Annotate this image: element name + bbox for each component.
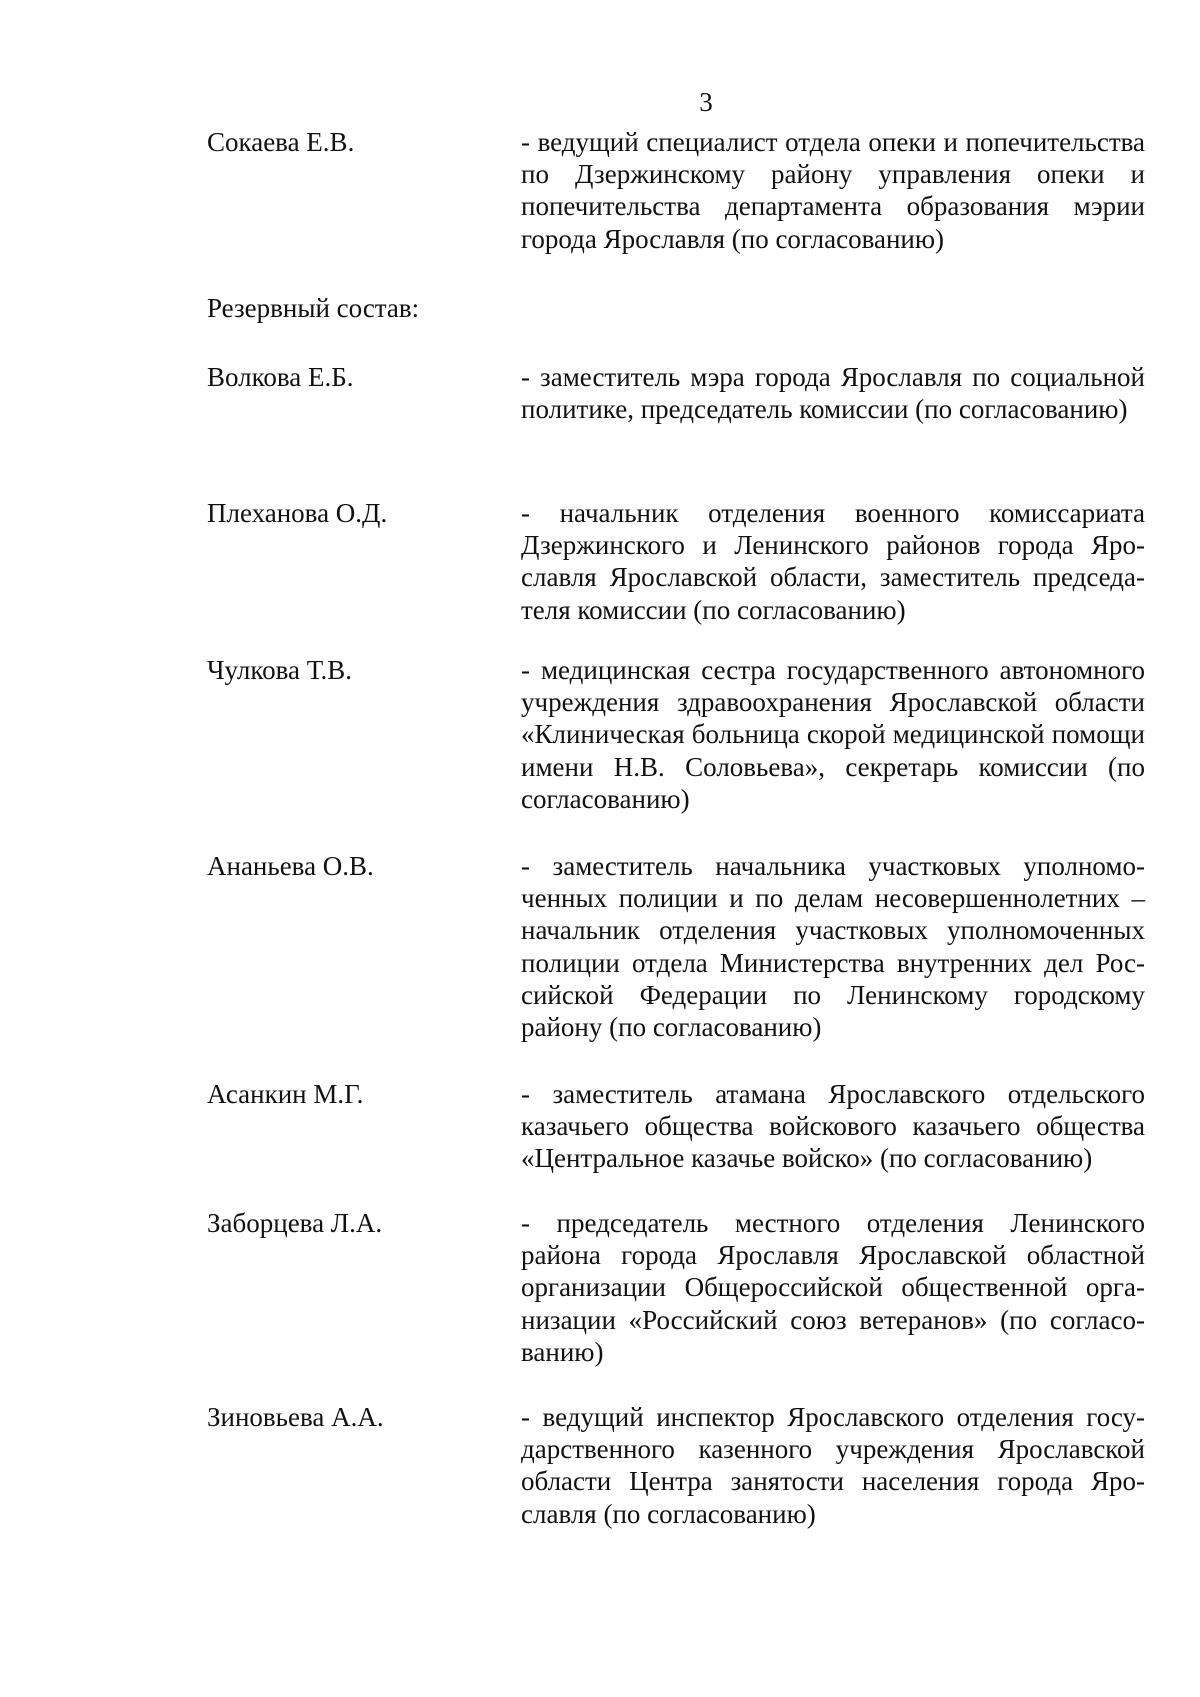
member-name: Зиновьева А.А. <box>207 1402 384 1432</box>
page-number: 3 <box>699 87 713 117</box>
member-description: - медицинская сестра государственного автономного учреждения здравоохранения Ярославской области «Клиническая больница скорой медицинской помощи имени Н.В. Соловьева», секретарь комиссии (по согласованию) <box>521 655 1145 814</box>
member-description: - заместитель начальника участковых уполномоченных полиции и по делам несовершеннолетних – начальник отделения участковых уполномоченных полиции отдела Министерства внутренних дел Российской Федерации по Ленинскому городскому району (по согласованию) <box>521 851 1145 1043</box>
member-description: - председатель местного отделения Ленинского района города Ярославля Ярославской областной организации Общероссийской общественной организации «Российский союз ветеранов» (по согласованию) <box>521 1208 1145 1367</box>
member-description: - начальник отделения военного комиссариата Дзержинского и Ленинского районов города Ярославля Ярославской области, заместитель председателя комиссии (по согласованию) <box>521 498 1145 625</box>
member-name: Сокаева Е.В. <box>207 127 355 157</box>
member-name: Чулкова Т.В. <box>207 655 353 685</box>
member-description: - заместитель атамана Ярославского отдельского казачьего общества войскового казачьего общества «Центральное казачье войско» (по согласованию) <box>521 1079 1145 1174</box>
member-name: Асанкин М.Г. <box>207 1079 364 1109</box>
member-description: - ведущий специалист отдела опеки и попечительства по Дзержинскому району управления опеки и попечительства департамента образования мэрии города Ярославля (по согласованию) <box>521 127 1145 254</box>
member-description: - заместитель мэра города Ярославля по социальной политике, председатель комиссии (по согласованию) <box>521 362 1145 425</box>
member-description: - ведущий инспектор Ярославского отделения государственного казенного учреждения Ярославской области Центра занятости населения города Ярославля (по согласованию) <box>521 1402 1145 1529</box>
reserve-heading: Резервный состав: <box>207 293 420 323</box>
member-name: Плеханова О.Д. <box>207 498 388 528</box>
member-name: Волкова Е.Б. <box>207 362 354 392</box>
member-name: Заборцева Л.А. <box>207 1208 383 1238</box>
member-name: Ананьева О.В. <box>207 851 374 881</box>
